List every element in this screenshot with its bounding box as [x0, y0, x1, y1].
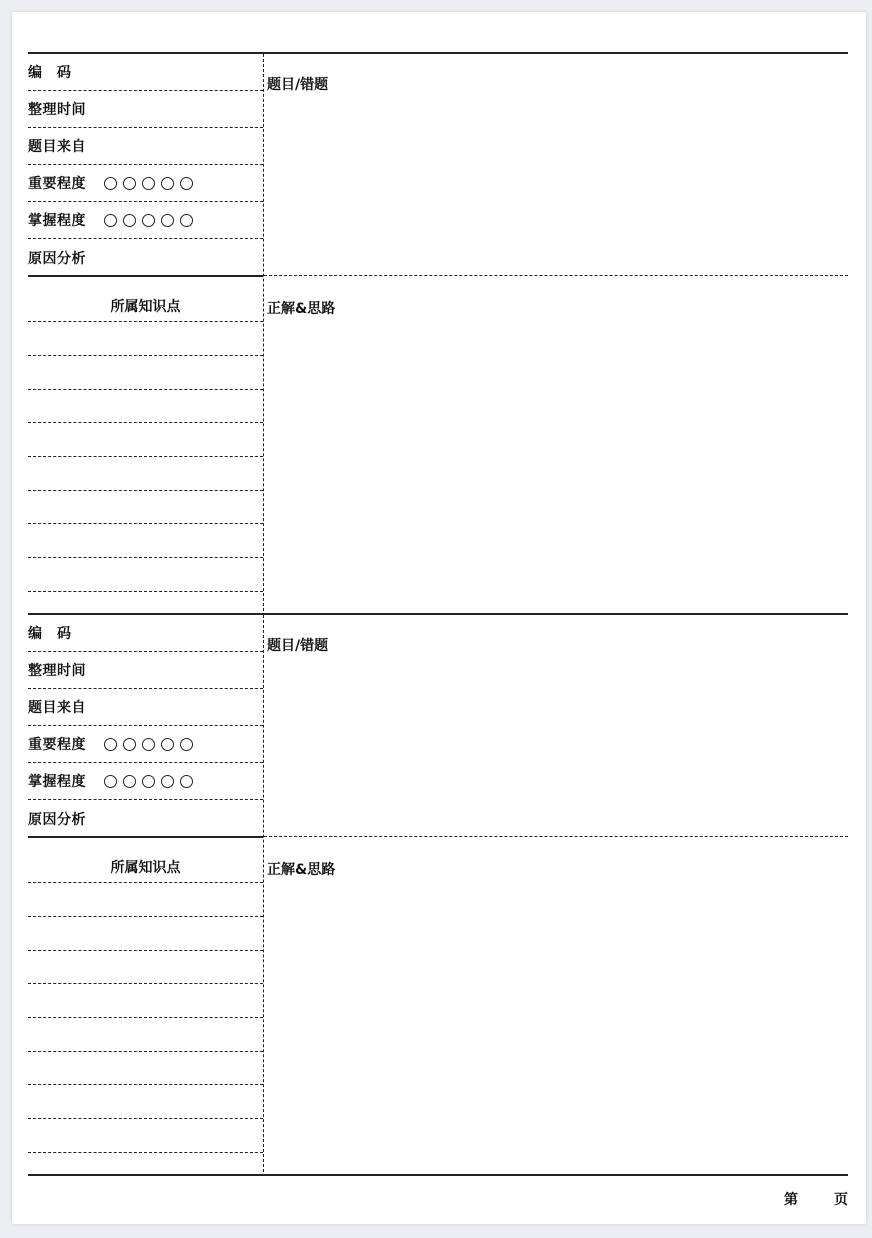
solution-label: 正解&思路	[267, 301, 336, 317]
question-label: 题目/错题	[267, 638, 329, 654]
rating-circle[interactable]	[123, 775, 136, 788]
mastery-field	[28, 763, 263, 800]
rating-circle[interactable]	[104, 775, 117, 788]
knowledge-line[interactable]	[28, 557, 263, 558]
error-entry-block-1	[28, 52, 848, 613]
knowledge-line[interactable]	[28, 1084, 263, 1085]
rating-circle[interactable]	[161, 775, 174, 788]
time-field[interactable]	[28, 91, 263, 128]
importance-field	[28, 165, 263, 202]
question-solution-divider	[264, 836, 848, 837]
time-label: 整理时间	[28, 102, 86, 118]
page-suffix: 页	[834, 1192, 848, 1208]
mastery-label: 掌握程度	[28, 774, 86, 790]
knowledge-line[interactable]	[28, 389, 263, 390]
rating-circle[interactable]	[180, 177, 193, 190]
code-field[interactable]	[28, 54, 263, 91]
knowledge-line[interactable]	[28, 1051, 263, 1052]
knowledge-line[interactable]	[28, 950, 263, 951]
rating-circle[interactable]	[104, 177, 117, 190]
mastery-field	[28, 202, 263, 239]
time-label: 整理时间	[28, 663, 86, 679]
page-number	[784, 1189, 848, 1209]
knowledge-points-title: 所属知识点	[110, 299, 181, 315]
question-label: 题目/错题	[267, 77, 329, 93]
knowledge-points-title: 所属知识点	[110, 860, 181, 876]
page-prefix: 第	[784, 1192, 798, 1208]
solution-label: 正解&思路	[267, 862, 336, 878]
rating-circle[interactable]	[161, 738, 174, 751]
knowledge-line[interactable]	[28, 422, 263, 423]
mastery-rating	[104, 775, 193, 788]
mastery-label: 掌握程度	[28, 213, 86, 229]
fields-bottom-rule	[28, 836, 263, 838]
rating-circle[interactable]	[180, 214, 193, 227]
code-label: 编 码	[28, 65, 72, 81]
reason-label: 原因分析	[28, 250, 86, 267]
knowledge-line[interactable]	[28, 882, 263, 883]
knowledge-line[interactable]	[28, 321, 263, 322]
rating-circle[interactable]	[123, 177, 136, 190]
source-field[interactable]	[28, 128, 263, 165]
page-bottom-rule	[28, 1174, 848, 1176]
knowledge-line[interactable]	[28, 1118, 263, 1119]
column-divider	[263, 615, 264, 1172]
notebook-page	[12, 12, 866, 1224]
knowledge-line[interactable]	[28, 523, 263, 524]
knowledge-line[interactable]	[28, 1152, 263, 1153]
rating-circle[interactable]	[123, 214, 136, 227]
rating-circle[interactable]	[104, 738, 117, 751]
rating-circle[interactable]	[180, 775, 193, 788]
rating-circle[interactable]	[180, 738, 193, 751]
reason-field[interactable]	[28, 800, 263, 837]
importance-field	[28, 726, 263, 763]
code-label: 编 码	[28, 626, 72, 642]
knowledge-line[interactable]	[28, 983, 263, 984]
rating-circle[interactable]	[142, 738, 155, 751]
reason-field[interactable]	[28, 239, 263, 276]
rating-circle[interactable]	[104, 214, 117, 227]
reason-label: 原因分析	[28, 811, 86, 828]
code-field[interactable]	[28, 615, 263, 652]
error-entry-block-2	[28, 613, 848, 1174]
knowledge-line[interactable]	[28, 490, 263, 491]
question-solution-divider	[264, 275, 848, 276]
source-label: 题目来自	[28, 700, 86, 716]
rating-circle[interactable]	[123, 738, 136, 751]
rating-circle[interactable]	[161, 214, 174, 227]
rating-circle[interactable]	[142, 177, 155, 190]
knowledge-line[interactable]	[28, 916, 263, 917]
knowledge-line[interactable]	[28, 1017, 263, 1018]
source-label: 题目来自	[28, 139, 86, 155]
rating-circle[interactable]	[142, 775, 155, 788]
importance-rating	[104, 177, 193, 190]
importance-label: 重要程度	[28, 176, 86, 192]
fields-bottom-rule	[28, 275, 263, 277]
importance-label: 重要程度	[28, 737, 86, 753]
time-field[interactable]	[28, 652, 263, 689]
column-divider	[263, 54, 264, 611]
knowledge-line[interactable]	[28, 355, 263, 356]
rating-circle[interactable]	[142, 214, 155, 227]
knowledge-line[interactable]	[28, 591, 263, 592]
rating-circle[interactable]	[161, 177, 174, 190]
knowledge-line[interactable]	[28, 456, 263, 457]
source-field[interactable]	[28, 689, 263, 726]
importance-rating	[104, 738, 193, 751]
mastery-rating	[104, 214, 193, 227]
